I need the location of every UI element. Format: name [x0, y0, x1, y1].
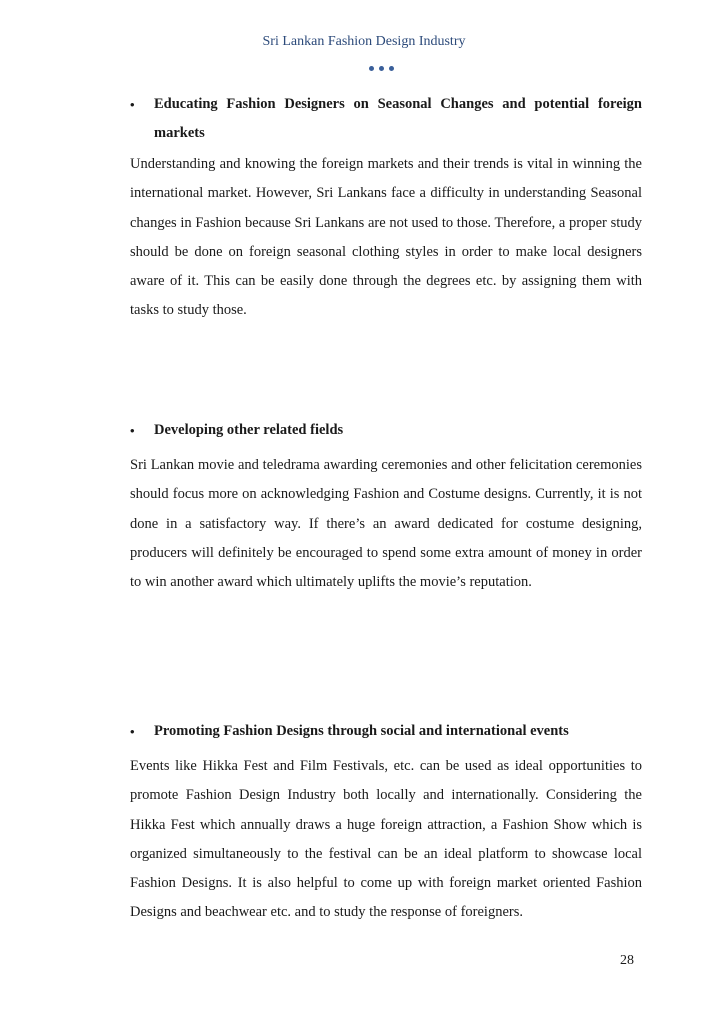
- section-heading-promoting: [130, 717, 642, 746]
- ornament-dot: [389, 66, 394, 71]
- page-number: 28: [620, 953, 634, 968]
- ornament-dot: [379, 66, 384, 71]
- section-paragraph-promoting: Events like Hikka Fest and Film Festivals, etc. can be used as ideal opportunities to promote Fashion Design Industry both locally and internationally. Considering the Hikka Fest which annually draws a huge foreign attraction, a Fashion Show which is organized simultaneously to the festival can be an ideal platform to showcase local Fashion Designs. It is also helpful to come up with foreign market oriented Fashion Designs and beachwear etc. and to study the response of foreigners.: [130, 758, 642, 921]
- section-paragraph-educating: Understanding and knowing the foreign markets and their trends is vital in winning the international market. However, Sri Lankans face a difficulty in understanding Seasonal changes in Fashion because Sri Lankans are not used to those. Therefore, a proper study should be done on foreign seasonal clothing styles in order to make local designers aware of it. This can be easily done through the degrees etc. by assigning them with tasks to study those.: [130, 156, 642, 319]
- ornament-dot: [369, 66, 374, 71]
- bullet-icon: •: [130, 724, 135, 739]
- header-ornament-dots: [369, 66, 394, 71]
- section-heading-educating: [130, 90, 642, 148]
- section-paragraph-developing: Sri Lankan movie and teledrama awarding ceremonies and other felicitation ceremonies should focus more on acknowledging Fashion and Costume designs. Currently, it is not done in a satisfactory way. If there’s an award dedicated for costume designing, producers will definitely be encouraged to spend some extra amount of money in order to win another award which ultimately uplifts the movie’s reputation.: [130, 457, 642, 591]
- section-heading-text: Promoting Fashion Designs through social and international events: [154, 723, 569, 739]
- section-heading-text: Educating Fashion Designers on Seasonal Changes and potential foreign markets: [154, 96, 642, 141]
- bullet-icon: •: [130, 423, 135, 438]
- running-header: Sri Lankan Fashion Design Industry: [262, 34, 466, 49]
- bullet-icon: •: [130, 97, 135, 112]
- section-heading-text: Developing other related fields: [154, 422, 344, 438]
- section-heading-developing: [130, 416, 642, 445]
